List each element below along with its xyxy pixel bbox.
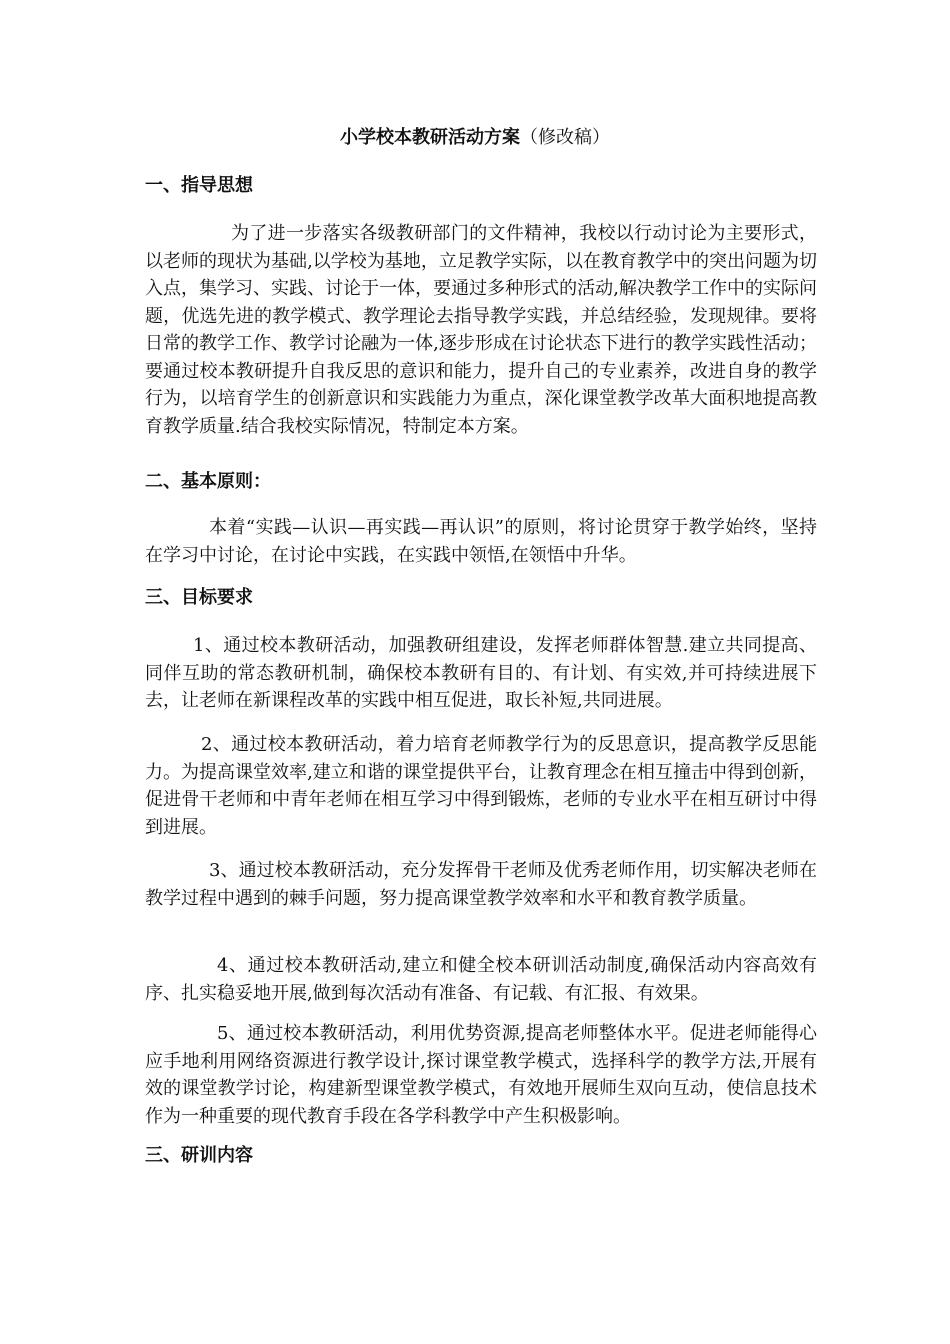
section-heading-goals: 三、目标要求	[145, 587, 253, 608]
goal-item-4: 4、通过校本教研活动,建立和健全校本研训活动制度,确保活动内容高效有序、扎实稳妥地开展,做到每次活动有准备、有记载、有汇报、有效果。	[145, 955, 817, 1004]
goal-item-5: 5、通过校本教研活动，利用优势资源,提高老师整体水平。促进老师能得心应手地利用网络资源进行教学设计,探讨课堂教学模式，选择科学的教学方法,开展有效的课堂教学讨论，构建新型课堂教学模式，有效地开展师生双向互动，使信息技术作为一种重要的现代教育手段在各学科教学中产生积极影响。	[145, 1023, 817, 1127]
paragraph-basic-principles: 本着“实践—认识—再实践—再认识”的原则，将讨论贯穿于教学始终，坚持在学习中讨论，在讨论中实践，在实践中领悟,在领悟中升华。	[145, 517, 817, 566]
title-main: 小学校本教研活动方案	[340, 127, 520, 148]
paragraph-guiding-ideology: 为了进一步落实各级教研部门的文件精神，我校以行动讨论为主要形式，以老师的现状为基础,以学校为基地，立足教学实际，以在教育教学中的突出问题为切入点，集学习、实践、讨论于一体，要通过多种形式的活动,解决教学工作中的实际问题，优选先进的教学模式、教学理论去指导教学实践，并总结经验，发现规律。要将日常的教学工作、教学讨论融为一体,逐步形成在讨论状态下进行的教学实践性活动；要通过校本教研提升自我反思的意识和能力，提升自己的专业素养，改进自身的教学行为，以培育学生的创新意识和实践能力为重点，深化课堂教学改革大面积地提高教育教学质量.结合我校实际情况，特制定本方案。	[145, 223, 817, 437]
goal-item-3: 3、通过校本教研活动，充分发挥骨干老师及优秀老师作用，切实解决老师在教学过程中遇到的棘手问题，努力提高课堂教学效率和水平和教育教学质量。	[145, 860, 817, 909]
section-heading-basic-principles: 二、基本原则：	[145, 471, 271, 492]
title-suffix: （修改稿）	[520, 127, 610, 148]
section-heading-training-content: 三、研训内容	[145, 1145, 253, 1166]
document-title	[0, 126, 950, 150]
section-heading-guiding-ideology: 一、指导思想	[145, 175, 253, 196]
goal-item-2: 2、通过校本教研活动，着力培育老师教学行为的反思意识，提高教学反思能力。为提高课堂效率,建立和谐的课堂提供平台，让教育理念在相互撞击中得到创新，促进骨干老师和中青年老师在相互学习中得到锻炼，老师的专业水平在相互研讨中得到进展。	[145, 734, 817, 838]
goal-item-1: 1、通过校本教研活动，加强教研组建设，发挥老师群体智慧.建立共同提高、同伴互助的常态教研机制，确保校本教研有目的、有计划、有实效,并可持续进展下去，让老师在新课程改革的实践中相互促进，取长补短,共同进展。	[145, 635, 817, 711]
